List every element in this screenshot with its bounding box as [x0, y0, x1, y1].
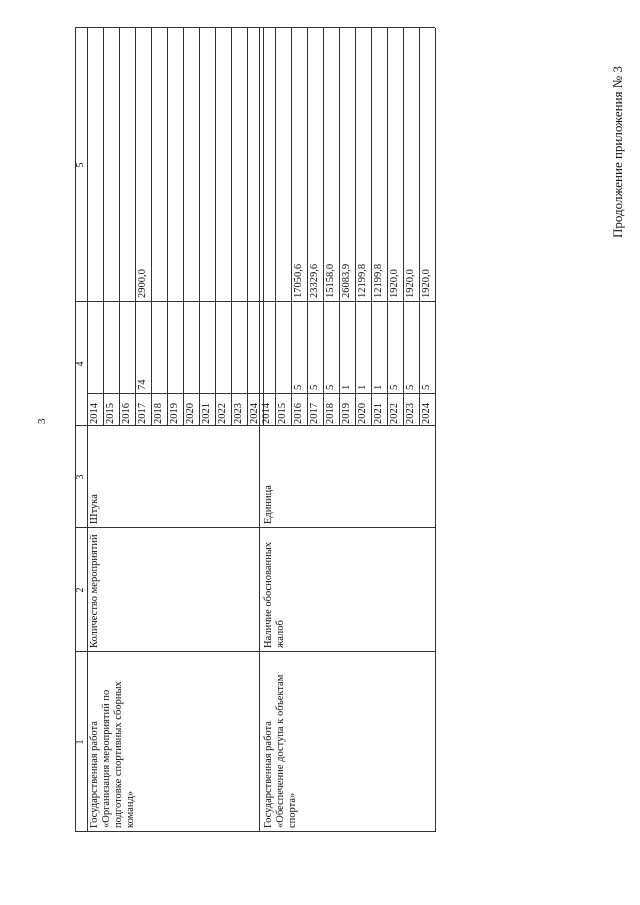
col-header-2: 2 [75, 587, 86, 593]
row-divider [167, 28, 168, 426]
year-cell: 2022 [389, 403, 400, 424]
year-cell: 2016 [293, 403, 304, 424]
block-divider [87, 28, 88, 832]
value-cell: 74 [137, 379, 148, 390]
row-divider [275, 28, 276, 426]
row-divider [135, 28, 136, 426]
column-divider [75, 425, 435, 426]
row-divider [199, 28, 200, 426]
year-cell: 2021 [201, 403, 212, 424]
col-header-1: 1 [75, 739, 86, 745]
block1-indicator: Количество мероприятий [89, 534, 100, 648]
year-cell: 2023 [405, 403, 416, 424]
col-header-5: 5 [75, 162, 86, 168]
rotated-sheet [75, 28, 570, 832]
row-divider [151, 28, 152, 426]
row-divider [323, 28, 324, 426]
year-cell: 2020 [185, 403, 196, 424]
row-divider [263, 28, 264, 426]
cost-cell: 1920,0 [421, 269, 432, 298]
row-divider [387, 28, 388, 426]
row-divider [419, 28, 420, 426]
row-divider [183, 28, 184, 426]
year-cell: 2023 [233, 403, 244, 424]
cost-cell: 23329,6 [309, 263, 320, 298]
col-header-3: 3 [75, 474, 86, 480]
cost-cell: 12199,8 [357, 263, 368, 298]
value-cell: 5 [405, 384, 416, 390]
row-divider [291, 28, 292, 426]
block2-work: Государственная работа «Обеспечение доступа к объектам спорта» [263, 674, 298, 828]
col-header-4: 4 [75, 361, 86, 367]
appendix-table [75, 28, 570, 832]
block2-indicator: Наличие обоснованных жалоб [263, 541, 286, 648]
value-cell: 5 [325, 384, 336, 390]
row-divider [103, 28, 104, 426]
block-divider [435, 28, 436, 832]
block1-unit: Штука [89, 494, 100, 524]
year-cell: 2014 [261, 403, 272, 424]
cost-cell: 26083,9 [341, 263, 352, 298]
value-cell: 5 [293, 384, 304, 390]
value-cell: 1 [373, 384, 384, 390]
row-divider [231, 28, 232, 426]
row-divider [371, 28, 372, 426]
year-cell: 2014 [89, 403, 100, 424]
year-cell: 2020 [357, 403, 368, 424]
value-cell: 5 [309, 384, 320, 390]
column-divider [75, 27, 435, 28]
year-cell: 2017 [309, 403, 320, 424]
row-divider [355, 28, 356, 426]
cost-cell: 15158,0 [325, 263, 336, 298]
row-divider [307, 28, 308, 426]
table-grid [75, 28, 570, 832]
block2-unit: Единица [263, 485, 274, 524]
value-cell: 5 [421, 384, 432, 390]
year-cell: 2019 [341, 403, 352, 424]
year-cell: 2021 [373, 403, 384, 424]
column-divider [75, 301, 435, 302]
continuation-title: Продолжение приложения № 3 [610, 66, 625, 238]
block-divider [259, 28, 260, 832]
year-cell: 2016 [121, 403, 132, 424]
year-cell: 2015 [277, 403, 288, 424]
row-divider [247, 28, 248, 426]
cost-cell: 17050,6 [293, 263, 304, 298]
cost-cell: 2900,0 [137, 269, 148, 298]
cost-cell: 1920,0 [389, 269, 400, 298]
year-cell: 2018 [153, 403, 164, 424]
column-divider [75, 831, 435, 832]
year-cell: 2018 [325, 403, 336, 424]
year-cell: 2017 [137, 403, 148, 424]
value-cell: 1 [341, 384, 352, 390]
year-cell: 2022 [217, 403, 228, 424]
column-divider [87, 393, 435, 394]
year-cell: 2024 [421, 403, 432, 424]
cost-cell: 12199,8 [373, 263, 384, 298]
column-divider [75, 527, 435, 528]
block1-work: Государственная работа «Организация мероприятий по подготовке спортивных сборных команд» [89, 681, 136, 828]
value-cell: 1 [357, 384, 368, 390]
cost-cell: 1920,0 [405, 269, 416, 298]
row-divider [119, 28, 120, 426]
row-divider [339, 28, 340, 426]
row-divider [215, 28, 216, 426]
value-cell: 5 [389, 384, 400, 390]
row-divider [403, 28, 404, 426]
year-cell: 2024 [249, 403, 260, 424]
year-cell: 2015 [105, 403, 116, 424]
block-divider [75, 28, 76, 832]
page-number: 3 [36, 418, 48, 424]
column-divider [75, 651, 435, 652]
year-cell: 2019 [169, 403, 180, 424]
